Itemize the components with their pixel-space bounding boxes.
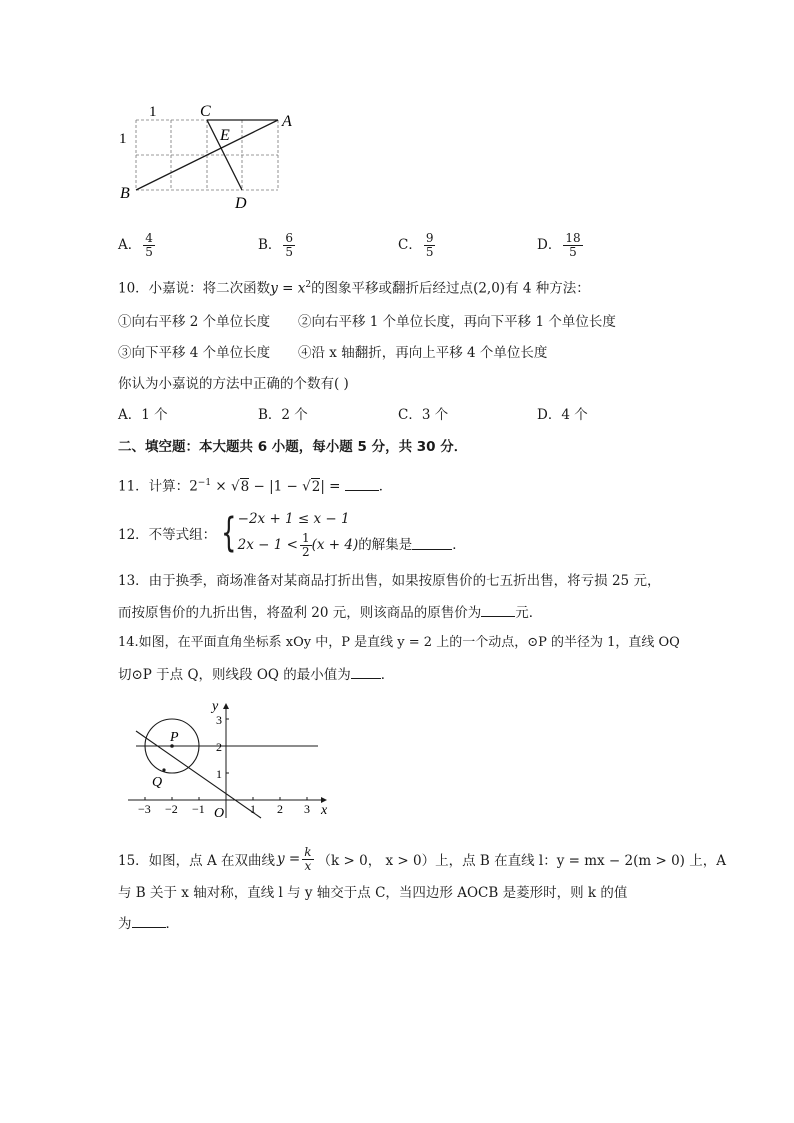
q13-line-2: 而按原售价的九折出售，将盈利 20 元，则该商品的原售价为 元． xyxy=(118,605,543,621)
system-rows: −2x + 1 ≤ x − 1 2x − 1 < $\frac{1}{2}$ (x + 4) xyxy=(237,511,359,559)
answer-blank xyxy=(412,537,452,550)
xtick-3: 3 xyxy=(304,802,310,816)
q10-option-d: D．4 个 xyxy=(537,407,588,423)
q10-method-3: ③向下平移 4 个单位长度 xyxy=(118,345,271,361)
ytick-2: 2 xyxy=(216,740,222,754)
q14-line-1: 14.如图，在平面直角坐标系 xOy 中，P 是直线 y = 2 上的一个动点，⊙P 的半径为 1，直线 OQ xyxy=(118,635,680,650)
axis-label-y: y xyxy=(212,699,219,714)
answer-blank xyxy=(345,478,379,491)
label-one-left: 1 xyxy=(119,131,127,147)
origin-label: O xyxy=(214,806,225,821)
q10-method-2: ②向右平移 1 个单位长度，再向下平移 1 个单位长度 xyxy=(298,314,616,330)
section-heading: 二、填空题：本大题共 6 小题，每小题 5 分，共 30 分． xyxy=(118,439,468,455)
q10-question: 你认为小嘉说的方法中正确的个数有( ) xyxy=(118,376,349,392)
ytick-3: 3 xyxy=(216,713,222,727)
q10-option-c: C．3 个 xyxy=(398,407,449,423)
fraction: $\frac{4}{5}$ xyxy=(145,231,153,259)
label-q: Q xyxy=(152,775,163,790)
xtick-neg2: −2 xyxy=(165,802,178,816)
label-one-top: 1 xyxy=(149,104,157,120)
label-c: C xyxy=(200,103,211,120)
xtick-2: 2 xyxy=(277,802,283,816)
point-q xyxy=(162,768,165,771)
q12: 12．不等式组： { −2x + 1 ≤ x − 1 2x − 1 < $\frac{1}{2}$ (x + 4) 的解集是 ． xyxy=(118,501,466,565)
label-p: P xyxy=(170,730,179,745)
label-e: E xyxy=(220,127,230,144)
q15-line-3: 为 ． xyxy=(118,916,179,932)
xtick-1: 1 xyxy=(250,802,256,816)
q14-line-2: 切⊙P 于点 Q，则线段 OQ 的最小值为 ． xyxy=(118,667,395,683)
ytick-1: 1 xyxy=(216,767,222,781)
q14-figure xyxy=(118,694,338,824)
q11: 11．计算：$2^{-1} \times √8 - |1 - √2|$ = ． xyxy=(118,478,393,495)
q15-line-1: 15．如图，点 A 在双曲线 y = $\frac{k}{x}$ （k > 0， x > 0）上，点 B 在直线 l：y = mx − 2(m > 0) 上，A xyxy=(118,844,726,873)
fraction: $\frac{9}{5}$ xyxy=(425,231,434,259)
q10-stem: 10．小嘉说：将二次函数$y = x^2$的图象平移或翻折后经过点(2,0)有 4 种方法： xyxy=(118,280,590,297)
answer-blank xyxy=(351,666,381,679)
label-b: B xyxy=(120,185,130,202)
q9-option-c: C． $\frac{9}{5}$ xyxy=(398,231,434,259)
q9-option-d: D． $\frac{18}{5}$ xyxy=(537,231,581,259)
brace: { xyxy=(221,510,237,556)
axis-label-x: x xyxy=(321,803,328,818)
q13-line-1: 13．由于换季，商场准备对某商品打折出售，如果按原售价的七五折出售，将亏损 25 元， xyxy=(118,573,661,589)
q9-figure xyxy=(112,98,302,214)
q10-option-b: B．2 个 xyxy=(258,407,308,423)
label-d: D xyxy=(235,195,247,212)
xtick-neg3: −3 xyxy=(138,802,151,816)
answer-blank xyxy=(481,604,515,617)
label-a: A xyxy=(282,113,292,130)
xtick-neg1: −1 xyxy=(192,802,205,816)
answer-blank xyxy=(132,915,166,928)
q9-option-b: B． $\frac{6}{5}$ xyxy=(258,231,294,259)
fraction: $\frac{18}{5}$ xyxy=(565,231,581,259)
q15-line-2: 与 B 关于 x 轴对称，直线 l 与 y 轴交于点 C，当四边形 AOCB 是菱形时，则 k 的值 xyxy=(118,885,628,901)
q10-option-a: A．1 个 xyxy=(118,407,168,423)
q10-method-1: ①向右平移 2 个单位长度 xyxy=(118,314,271,330)
q10-method-4: ④沿 x 轴翻折，再向上平移 4 个单位长度 xyxy=(298,345,548,361)
q9-option-a: A． $\frac{4}{5}$ xyxy=(118,231,153,259)
fraction: $\frac{6}{5}$ xyxy=(285,231,294,259)
